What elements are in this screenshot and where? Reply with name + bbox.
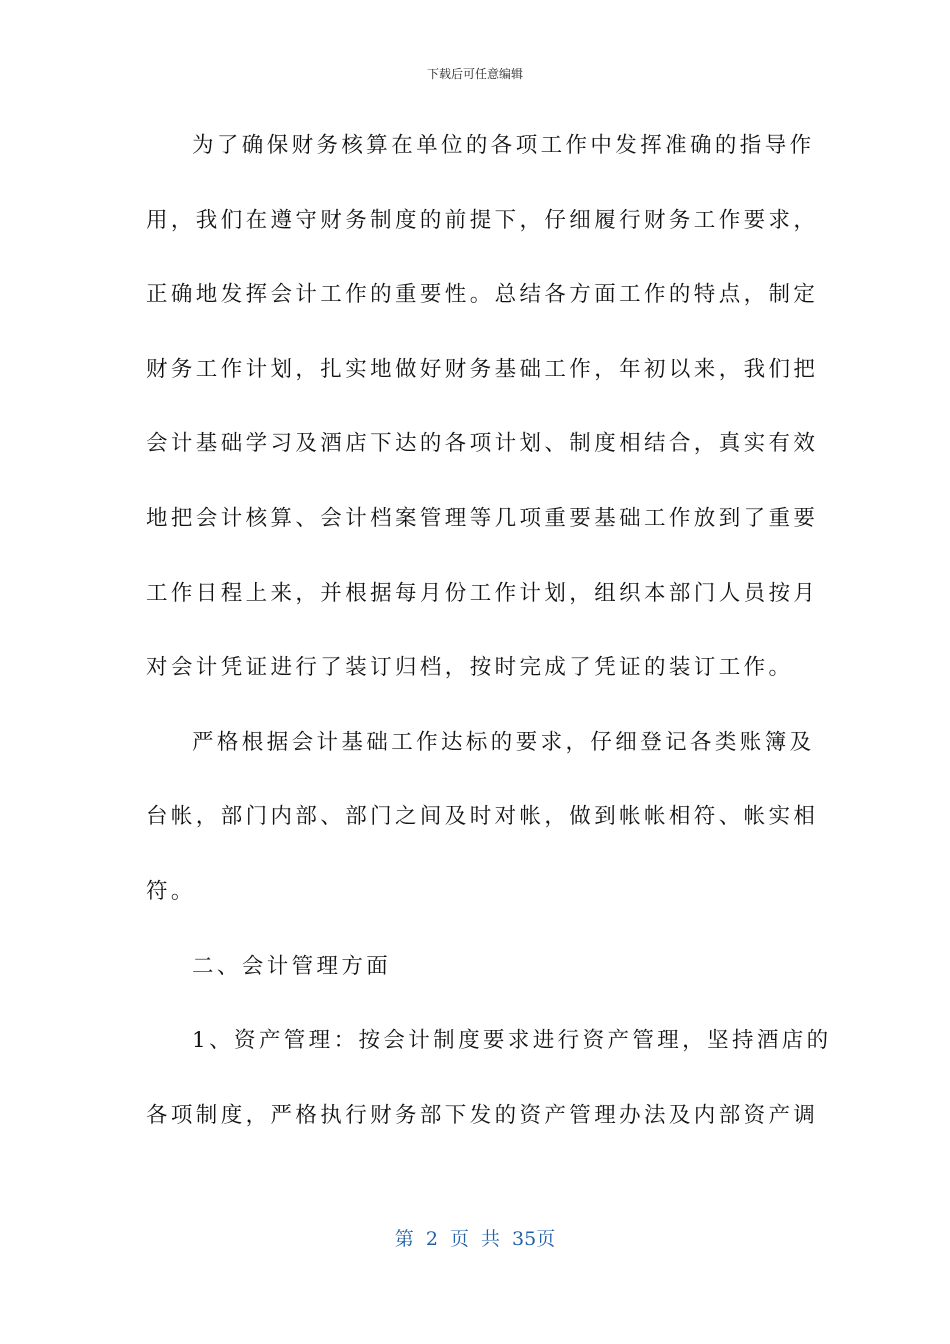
text-line: 为了确保财务核算在单位的各项工作中发挥准确的指导作 [192, 133, 815, 158]
text-line: 财务工作计划，扎实地做好财务基础工作，年初以来，我们把 [146, 356, 819, 382]
section-heading: 二、会计管理方面 [192, 953, 392, 979]
text-line: 台帐，部门内部、部门之间及时对帐，做到帐帐相符、帐实相 [146, 804, 819, 830]
text-line: 会计基础学习及酒店下达的各项计划、制度相结合，真实有效 [146, 431, 819, 457]
text-line: 1、资产管理：按会计制度要求进行资产管理，坚持酒店的 [192, 1028, 832, 1054]
text-line: 各项制度，严格执行财务部下发的资产管理办法及内部资产调 [146, 1102, 819, 1128]
text-line: 对会计凭证进行了装订归档，按时完成了凭证的装订工作。 [146, 655, 794, 681]
text-line: 地把会计核算、会计档案管理等几项重要基础工作放到了重要 [146, 505, 819, 531]
text-line: 正确地发挥会计工作的重要性。总结各方面工作的特点，制定 [146, 282, 819, 308]
text-line: 工作日程上来，并根据每月份工作计划，组织本部门人员按月 [146, 580, 819, 606]
text-line: 用，我们在遵守财务制度的前提下，仔细履行财务工作要求， [146, 207, 819, 233]
page-header: 下载后可任意编辑 [426, 67, 523, 81]
text-line: 符。 [146, 878, 196, 904]
document-body [146, 126, 832, 1170]
text-line: 严格根据会计基础工作达标的要求，仔细登记各类账簿及 [192, 729, 815, 755]
page-number-footer: 第 2 页 共 35页 [394, 1228, 556, 1250]
